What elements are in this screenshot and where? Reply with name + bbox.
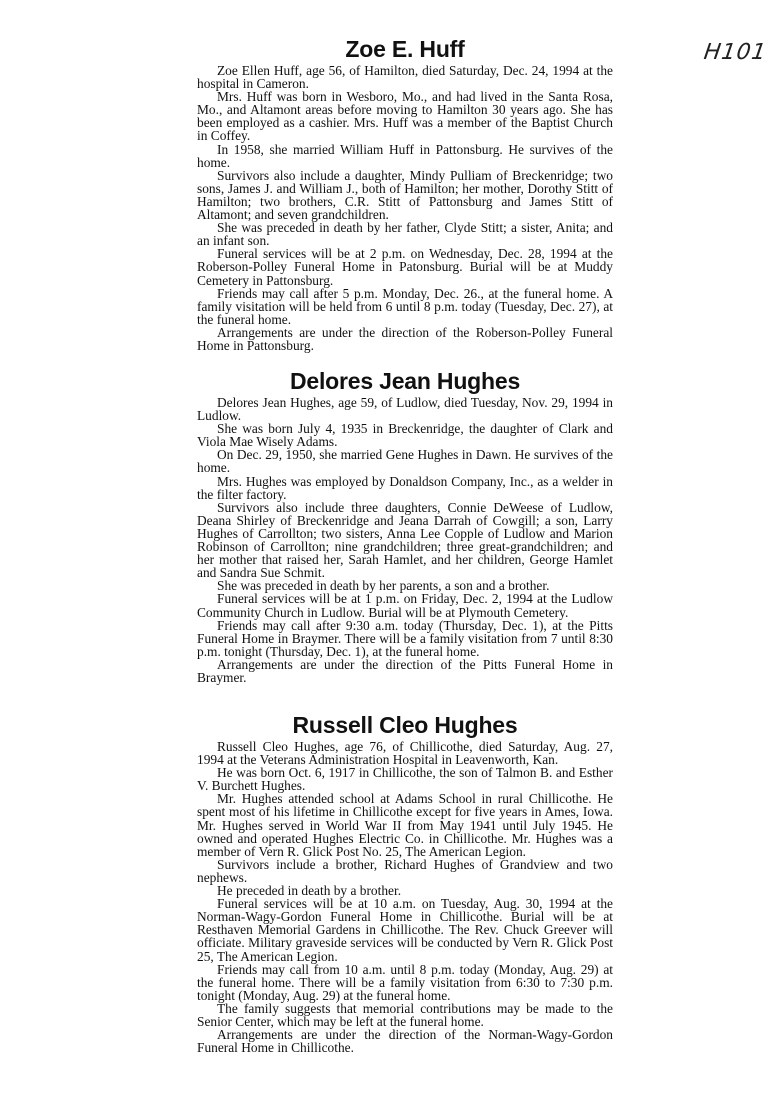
obituary-paragraph: In 1958, she married William Huff in Pattonsburg. He survives of the home.: [197, 141, 613, 170]
obituary-paragraph: On Dec. 29, 1950, she married Gene Hughes in Dawn. He survives of the home.: [197, 447, 613, 476]
obituary-paragraph: Arrangements are under the direction of the Pitts Funeral Home in Braymer.: [197, 656, 613, 685]
obituary-paragraph: Survivors also include three daughters, Connie DeWeese of Ludlow, Deana Shirley of Breckenridge and Jeana Darrah of Cowgill; a son, Larry Hughes of Carrollton; two sisters, Anna Lee Copple of Ludlow and Marion Robinson of Carrollton; nine grandchildren; three great-grandchildren; and her mother that raised her, Sarah Hamlet, and her children, George Hamlet and Sandra Sue Schmit.: [197, 499, 613, 581]
handwritten-annotation: H101: [702, 40, 768, 65]
obituary-paragraph: Delores Jean Hughes, age 59, of Ludlow, died Tuesday, Nov. 29, 1994 in Ludlow.: [197, 395, 613, 424]
obituary-paragraph: He preceded in death by a brother.: [217, 883, 402, 899]
obituary-paragraph: Funeral services will be at 10 a.m. on Tuesday, Aug. 30, 1994 at the Norman-Wagy-Gordon Funeral Home in Chillicothe. Burial will be at Resthaven Memorial Gardens in Chillicothe. The Rev. Chuck Greever will officiate. Military graveside services will be conducted by Vern R. Glick Post 25, The American Legion.: [197, 896, 613, 964]
obituary-paragraph: Arrangements are under the direction of the Roberson-Polley Funeral Home in Pattonsburg.: [197, 324, 613, 353]
obituary-paragraph: Survivors include a brother, Richard Hughes of Grandview and two nephews.: [197, 856, 613, 885]
obituary-paragraph: She was preceded in death by her father, Clyde Stitt; a sister, Anita; and an infant son.: [197, 220, 613, 249]
obituary-paragraph: The family suggests that memorial contributions may be made to the Senior Center, which may be left at the funeral home.: [197, 1000, 613, 1029]
obituary-paragraph: Arrangements are under the direction of the Norman-Wagy-Gordon Funeral Home in Chillicothe.: [197, 1027, 613, 1056]
obituary-body: [197, 740, 613, 1054]
obituary-paragraph: Mrs. Hughes was employed by Donaldson Company, Inc., as a welder in the filter factory.: [197, 473, 613, 502]
obituary-paragraph: Friends may call from 10 a.m. until 8 p.m. today (Monday, Aug. 29) at the funeral home. There will be a family visitation from 6:30 to 7:30 p.m. tonight (Monday, Aug. 29) at the funeral home.: [197, 961, 613, 1003]
obituary-paragraph: Russell Cleo Hughes, age 76, of Chillicothe, died Saturday, Aug. 27, 1994 at the Veterans Administration Hospital in Leavenworth, Kan.: [197, 739, 613, 768]
obituary-body: [197, 64, 613, 352]
obituary-paragraph: She was born July 4, 1935 in Breckenridge, the daughter of Clark and Viola Mae Wisely Adams.: [197, 421, 613, 450]
obituary-russell-hughes: [197, 712, 613, 1054]
obituary-title: Russell Cleo Hughes: [292, 712, 518, 738]
obituary-paragraph: He was born Oct. 6, 1917 in Chillicothe, the son of Talmon B. and Esther V. Burchett Hughes.: [197, 765, 613, 794]
obituary-paragraph: Funeral services will be at 1 p.m. on Friday, Dec. 2, 1994 at the Ludlow Community Church in Ludlow. Burial will be at Plymouth Cemetery.: [197, 591, 613, 620]
obituary-zoe-huff: [197, 36, 613, 352]
obituary-paragraph: Survivors also include a daughter, Mindy Pulliam of Breckenridge; two sons, James J. and William J., both of Hamilton; her mother, Dorothy Stitt of Hamilton; two brothers, C.R. Stitt of Pattonsburg and James Stitt of Altamont; and seven grandchildren.: [197, 167, 613, 223]
obituary-paragraph: Friends may call after 5 p.m. Monday, Dec. 26., at the funeral home. A family visitation will be held from 6 until 8 p.m. today (Tuesday, Dec. 27), at the funeral home.: [197, 285, 613, 327]
obituary-body: [197, 396, 613, 684]
obituary-title: Zoe E. Huff: [345, 36, 465, 62]
obituary-paragraph: Mr. Hughes attended school at Adams School in rural Chillicothe. He spent most of his lifetime in Chillicothe except for five years in Ames, Iowa. Mr. Hughes served in World War II from May 1941 until July 1945. He owned and operated Hughes Electric Co. in Chillicothe. Mr. Hughes was a member of Vern R. Glick Post No. 25, The American Legion.: [197, 791, 613, 859]
obituary-title: Delores Jean Hughes: [289, 368, 521, 394]
obituary-paragraph: Friends may call after 9:30 a.m. today (Thursday, Dec. 1), at the Pitts Funeral Home in Braymer. There will be a family visitation from 7 until 8:30 p.m. tonight (Thursday, Dec. 1), at the funeral home.: [197, 617, 613, 659]
obituary-paragraph: Mrs. Huff was born in Wesboro, Mo., and had lived in the Santa Rosa, Mo., and Altamont areas before moving to Hamilton 30 years ago. She has been employed as a cashier. Mrs. Huff was a member of the Baptist Church in Coffey.: [197, 89, 613, 144]
obituary-paragraph: She was preceded in death by her parents, a son and a brother.: [217, 578, 550, 594]
obituary-paragraph: Zoe Ellen Huff, age 56, of Hamilton, died Saturday, Dec. 24, 1994 at the hospital in Cameron.: [197, 63, 613, 92]
obituary-delores-hughes: [197, 368, 613, 684]
obituary-paragraph: Funeral services will be at 2 p.m. on Wednesday, Dec. 28, 1994 at the Roberson-Polley Funeral Home in Patonsburg. Burial will be at Muddy Cemetery in Pattonsburg.: [197, 246, 613, 288]
